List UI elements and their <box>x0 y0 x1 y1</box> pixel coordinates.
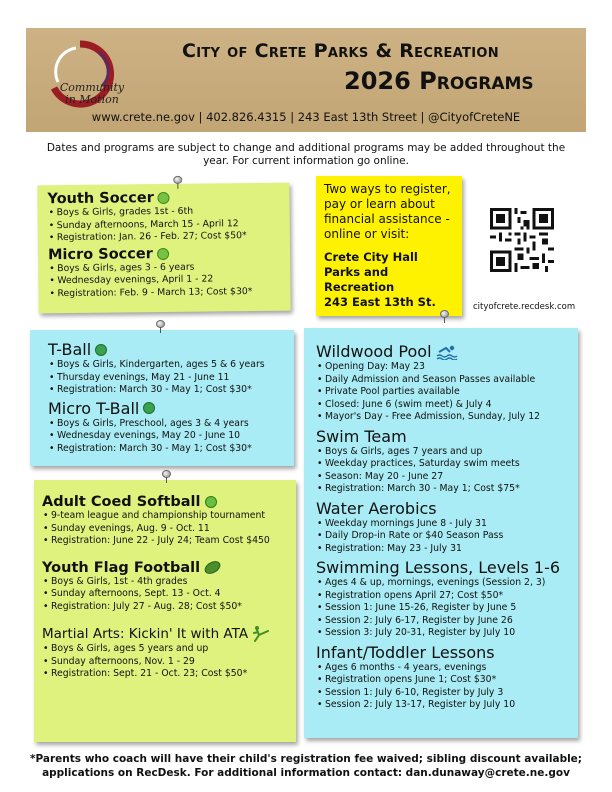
pushpin-icon <box>162 470 171 482</box>
soccer-ball-icon <box>158 192 170 204</box>
martial-arts-heading: Martial Arts: Kickin' It with ATA <box>42 625 296 643</box>
football-icon <box>203 558 223 576</box>
swim-lessons-list: • Ages 4 & up, mornings, evenings (Session 2, 3) • Registration opens April 27; Cost $50* • Session 1: June 15-26, Register by June 5 • Session 2: July 6-17, Register by June 26 • Session 3: July 20-31, Register by July 10 <box>316 577 578 640</box>
swimmer-icon <box>436 344 458 360</box>
softball-heading: Adult Coed Softball <box>42 494 296 510</box>
pushpin-icon <box>440 310 449 322</box>
flag-football-heading: Youth Flag Football <box>42 560 296 576</box>
infant-lessons-list: • Ages 6 months - 4 years, evenings • Registration opens June 1; Cost $30* • Session 1: July 6-10, Register by July 3 • Session 2: July 13-17, Register by July 10 <box>316 662 578 712</box>
header-banner <box>26 28 586 132</box>
pushpin-icon <box>173 176 182 188</box>
infant-lessons-heading: Infant/Toddler Lessons <box>316 642 495 662</box>
softball-list: • 9-team league and championship tournament • Sunday evenings, Aug. 9 - Oct. 11 • Registration: June 22 - July 24; Team Cost $450 <box>42 510 296 548</box>
register-text: Two ways to register, pay or learn about financial assistance - online or visit: <box>324 182 451 241</box>
pool-list: • Opening Day: May 23 • Daily Admission and Season Passes available • Private Pool parties available • Closed: June 6 (swim meet) & July 4 • Mayor's Day - Free Admission, Sunday, July 12 <box>316 361 578 424</box>
baseball-icon <box>143 402 155 414</box>
contact-info: www.crete.ne.gov | 402.826.4315 | 243 East 13th Street | @CityofCreteNE <box>91 110 521 124</box>
tball-heading: T-Ball <box>48 340 294 359</box>
page-subtitle: 2026 Programs <box>344 67 534 95</box>
soccer-note <box>37 183 290 314</box>
micro-tball-heading: Micro T-Ball <box>48 399 294 418</box>
qr-code[interactable] <box>490 208 554 272</box>
notice-text: Dates and programs are subject to change and additional programs may be added throughout the year. For current information go online. <box>46 142 566 167</box>
swim-lessons-heading: Swimming Lessons, Levels 1-6 <box>316 558 561 577</box>
pool-note <box>304 328 578 738</box>
tball-note <box>30 330 294 466</box>
flag-football-list: • Boys & Girls, 1st - 4th grades • Sunday afternoons, Sept. 13 - Oct. 4 • Registration: July 27 - Aug. 28; Cost $50* <box>42 576 296 614</box>
register-note <box>316 176 462 316</box>
water-aerobics-heading: Water Aerobics <box>316 498 437 518</box>
baseball-icon <box>95 344 107 356</box>
micro-soccer-list: • Boys & Girls, ages 3 - 6 years • Wednesday evenings, April 1 - 22 • Registration: Feb. 9 - March 13; Cost $30* <box>48 260 290 300</box>
martial-arts-list: • Boys & Girls, ages 5 years and up • Sunday afternoons, Nov. 1 - 29 • Registration: Sept. 21 - Oct. 23; Cost $50* <box>42 643 296 681</box>
footer-note: *Parents who coach will have their child's registration fee waived; sibling discount available; applications on RecDesk. For additional information contact: dan.dunaway@crete.ne.gov <box>30 753 582 779</box>
martial-arts-kick-icon <box>252 625 270 643</box>
softball-icon <box>205 496 217 508</box>
page-title: City of Crete Parks & Recreation <box>182 40 499 62</box>
micro-tball-list: • Boys & Girls, Preschool, ages 3 & 4 years • Wednesday evenings, May 20 - June 10 • Registration: March 30 - May 1; Cost $30* <box>48 418 294 456</box>
soccer-ball-icon <box>157 247 169 259</box>
tball-list: • Boys & Girls, Kindergarten, ages 5 & 6 years • Thursday evenings, May 21 - June 11 • Registration: March 30 - May 1; Cost $30* <box>48 359 294 397</box>
wildwood-pool-heading: Wildwood Pool <box>316 342 578 361</box>
water-aerobics-list: • Weekday mornings June 8 - July 31 • Daily Drop-in Rate or $40 Season Pass • Registration: May 23 - July 31 <box>316 518 578 556</box>
youth-soccer-heading: Youth Soccer <box>47 189 289 208</box>
swim-team-list: • Boys & Girls, ages 7 years and up • Weekday practices, Saturday swim meets • Season: May 20 - June 27 • Registration: March 30 - May 1; Cost $75* <box>316 446 578 496</box>
qr-url-text: cityofcrete.recdesk.com <box>473 302 576 312</box>
pushpin-icon <box>156 320 165 332</box>
logo-text: Community in Motion <box>59 81 125 106</box>
register-location: Crete City Hall Parks and Recreation 243 East 13th St. <box>324 250 436 309</box>
youth-soccer-list: • Boys & Girls, grades 1st - 6th • Sunday afternoons, March 15 - April 12 • Registration: Jan. 26 - Feb. 27; Cost $50* <box>48 205 290 245</box>
micro-soccer-heading: Micro Soccer <box>48 244 290 263</box>
sports-note <box>34 480 296 742</box>
swim-team-heading: Swim Team <box>316 426 407 446</box>
